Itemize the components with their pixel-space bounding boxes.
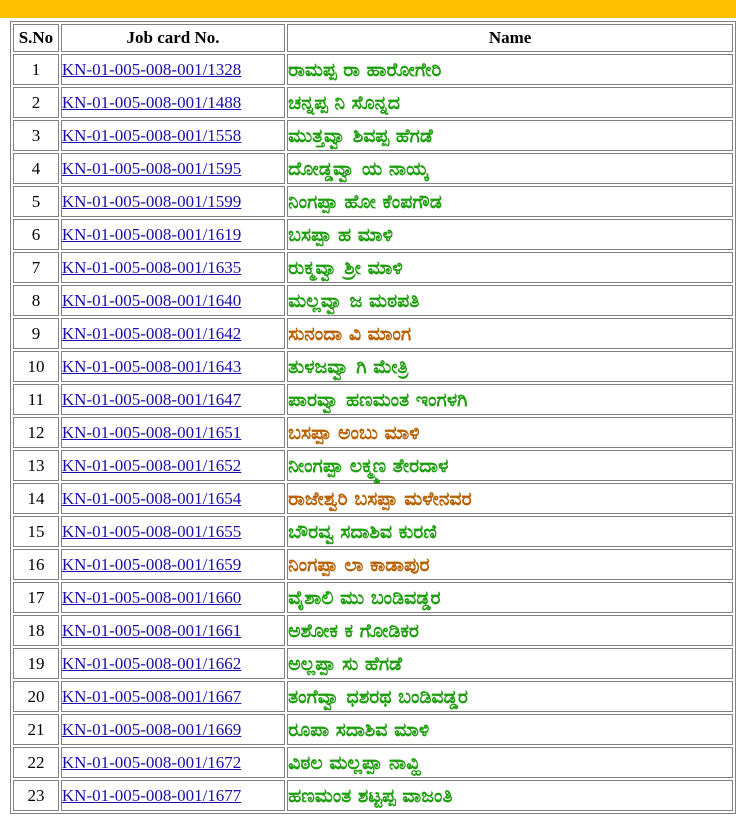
row-sno: 9 [13,318,59,349]
table-row [13,615,733,646]
row-name: ವಿಠಲ ಮಲ್ಲಪ್ಪಾ ನಾವ್ಹಿ [287,747,733,778]
job-card-table [10,21,736,814]
table-row [13,747,733,778]
row-sno: 3 [13,120,59,151]
job-card-link[interactable]: KN-01-005-008-001/1635 [61,257,242,277]
job-card-link[interactable]: KN-01-005-008-001/1599 [61,191,242,211]
job-card-link[interactable]: KN-01-005-008-001/1659 [61,554,242,574]
row-job-card-cell [61,120,285,151]
row-job-card-cell [61,384,285,415]
top-banner-bar [0,0,736,18]
row-job-card-cell [61,219,285,250]
table-row [13,384,733,415]
header-sno: S.No [13,24,59,52]
row-name: ಬಸಪ್ಪಾ ಹ ಮಾಳಿ [287,219,733,250]
row-sno: 13 [13,450,59,481]
row-name: ರಾಜೇಶ್ವರಿ ಬಸಪ್ಪಾ ಮಳೇನವರ [287,483,733,514]
table-row [13,186,733,217]
table-row [13,582,733,613]
row-sno: 7 [13,252,59,283]
table-row [13,54,733,85]
job-card-link[interactable]: KN-01-005-008-001/1619 [61,224,242,244]
row-name: ಬಸಪ್ಪಾ ಅಂಬು ಮಾಳಿ [287,417,733,448]
row-sno: 10 [13,351,59,382]
table-row [13,516,733,547]
job-card-link[interactable]: KN-01-005-008-001/1661 [61,620,242,640]
row-job-card-cell [61,87,285,118]
table-row [13,252,733,283]
job-card-link[interactable]: KN-01-005-008-001/1654 [61,488,242,508]
row-name: ಮಲ್ಲವ್ವಾ ಜ ಮಠಪತಿ [287,285,733,316]
row-name: ಪಾರವ್ವಾ ಹಣಮಂತ ಇಂಗಳಗಿ [287,384,733,415]
table-row [13,417,733,448]
job-card-link[interactable]: KN-01-005-008-001/1660 [61,587,242,607]
row-name: ತಂಗೆವ್ವಾ ಧಶರಥ ಬಂಡಿವಡ್ಡರ [287,681,733,712]
row-name: ಅಶೋಕ ಕ ಗೋಡಿಕರ [287,615,733,646]
row-sno: 17 [13,582,59,613]
job-card-link[interactable]: KN-01-005-008-001/1669 [61,719,242,739]
row-job-card-cell [61,252,285,283]
table-row [13,87,733,118]
job-card-link[interactable]: KN-01-005-008-001/1640 [61,290,242,310]
row-name: ಸುನಂದಾ ವಿ ಮಾಂಗ [287,318,733,349]
row-name: ಬೌರವ್ವ ಸದಾಶಿವ ಕುರಣಿ [287,516,733,547]
row-job-card-cell [61,549,285,580]
table-body [13,54,733,811]
row-job-card-cell [61,318,285,349]
row-job-card-cell [61,516,285,547]
row-job-card-cell [61,648,285,679]
row-sno: 21 [13,714,59,745]
job-card-link[interactable]: KN-01-005-008-001/1643 [61,356,242,376]
row-sno: 16 [13,549,59,580]
row-job-card-cell [61,483,285,514]
row-sno: 11 [13,384,59,415]
row-name: ನಿಂಗಪ್ಪಾ ಲಾ ಕಾಡಾಪುರ [287,549,733,580]
job-card-link[interactable]: KN-01-005-008-001/1328 [61,59,242,79]
row-sno: 1 [13,54,59,85]
job-card-link[interactable]: KN-01-005-008-001/1595 [61,158,242,178]
row-name: ರುಕ್ಮವ್ವಾ ಶ್ರೀ ಮಾಳಿ [287,252,733,283]
row-name: ರಾಮಪ್ಪ ರಾ ಹಾರೋಗೇರಿ [287,54,733,85]
row-name: ದೋಡ್ಡವ್ವಾ ಯ ನಾಯ್ಕ [287,153,733,184]
row-name: ಮುತ್ತವ್ವಾ ಶಿವಪ್ಪ ಹೆಗಡೆ [287,120,733,151]
row-sno: 20 [13,681,59,712]
table-row [13,549,733,580]
row-job-card-cell [61,681,285,712]
row-sno: 22 [13,747,59,778]
row-job-card-cell [61,714,285,745]
table-row [13,219,733,250]
row-sno: 5 [13,186,59,217]
row-job-card-cell [61,450,285,481]
row-sno: 23 [13,780,59,811]
row-sno: 4 [13,153,59,184]
job-card-link[interactable]: KN-01-005-008-001/1662 [61,653,242,673]
row-sno: 19 [13,648,59,679]
row-name: ರೂಪಾ ಸದಾಶಿವ ಮಾಳಿ [287,714,733,745]
job-card-link[interactable]: KN-01-005-008-001/1667 [61,686,242,706]
row-sno: 2 [13,87,59,118]
job-card-link[interactable]: KN-01-005-008-001/1652 [61,455,242,475]
row-job-card-cell [61,615,285,646]
row-job-card-cell [61,417,285,448]
row-job-card-cell [61,186,285,217]
job-card-link[interactable]: KN-01-005-008-001/1558 [61,125,242,145]
table-row [13,681,733,712]
row-job-card-cell [61,54,285,85]
job-card-link[interactable]: KN-01-005-008-001/1651 [61,422,242,442]
row-name: ವೈಶಾಲಿ ಮು ಬಂಡಿವಡ್ಡರ [287,582,733,613]
row-job-card-cell [61,780,285,811]
row-sno: 12 [13,417,59,448]
row-job-card-cell [61,285,285,316]
row-name: ಚನ್ನಪ್ಪ ನಿ ಸೊನ್ನದ [287,87,733,118]
table-row [13,780,733,811]
row-name: ನೀಂಗಪ್ಪಾ ಲಕ್ಮ್ಮಣ ತೇರದಾಳ [287,450,733,481]
job-card-link[interactable]: KN-01-005-008-001/1655 [61,521,242,541]
row-job-card-cell [61,351,285,382]
row-sno: 14 [13,483,59,514]
table-row [13,450,733,481]
row-name: ತುಳಜವ್ವಾ ಗಿ ಮೇತ್ರಿ [287,351,733,382]
job-card-link[interactable]: KN-01-005-008-001/1672 [61,752,242,772]
job-card-link[interactable]: KN-01-005-008-001/1488 [61,92,242,112]
table-row [13,153,733,184]
job-card-link[interactable]: KN-01-005-008-001/1647 [61,389,242,409]
row-job-card-cell [61,153,285,184]
table-row [13,120,733,151]
row-sno: 6 [13,219,59,250]
table-row [13,285,733,316]
job-card-link[interactable]: KN-01-005-008-001/1642 [61,323,242,343]
table-header-row [13,24,733,52]
row-name: ನಿಂಗಪ್ಪಾ ಹೋ ಕೆಂಪಗೌಡ [287,186,733,217]
table-row [13,351,733,382]
table-row [13,318,733,349]
row-name: ಹಣಮಂತ ಶಟ್ಟಪ್ಪ ವಾಜಂತಿ [287,780,733,811]
row-job-card-cell [61,747,285,778]
row-name: ಅಲ್ಲಪ್ಪಾ ಸು ಹೆಗಡೆ [287,648,733,679]
row-job-card-cell [61,582,285,613]
table-row [13,648,733,679]
header-name: Name [287,24,733,52]
row-sno: 18 [13,615,59,646]
job-card-link[interactable]: KN-01-005-008-001/1677 [61,785,242,805]
row-sno: 8 [13,285,59,316]
table-row [13,714,733,745]
row-sno: 15 [13,516,59,547]
table-row [13,483,733,514]
header-job-card: Job card No. [61,24,285,52]
table-container [0,18,736,814]
